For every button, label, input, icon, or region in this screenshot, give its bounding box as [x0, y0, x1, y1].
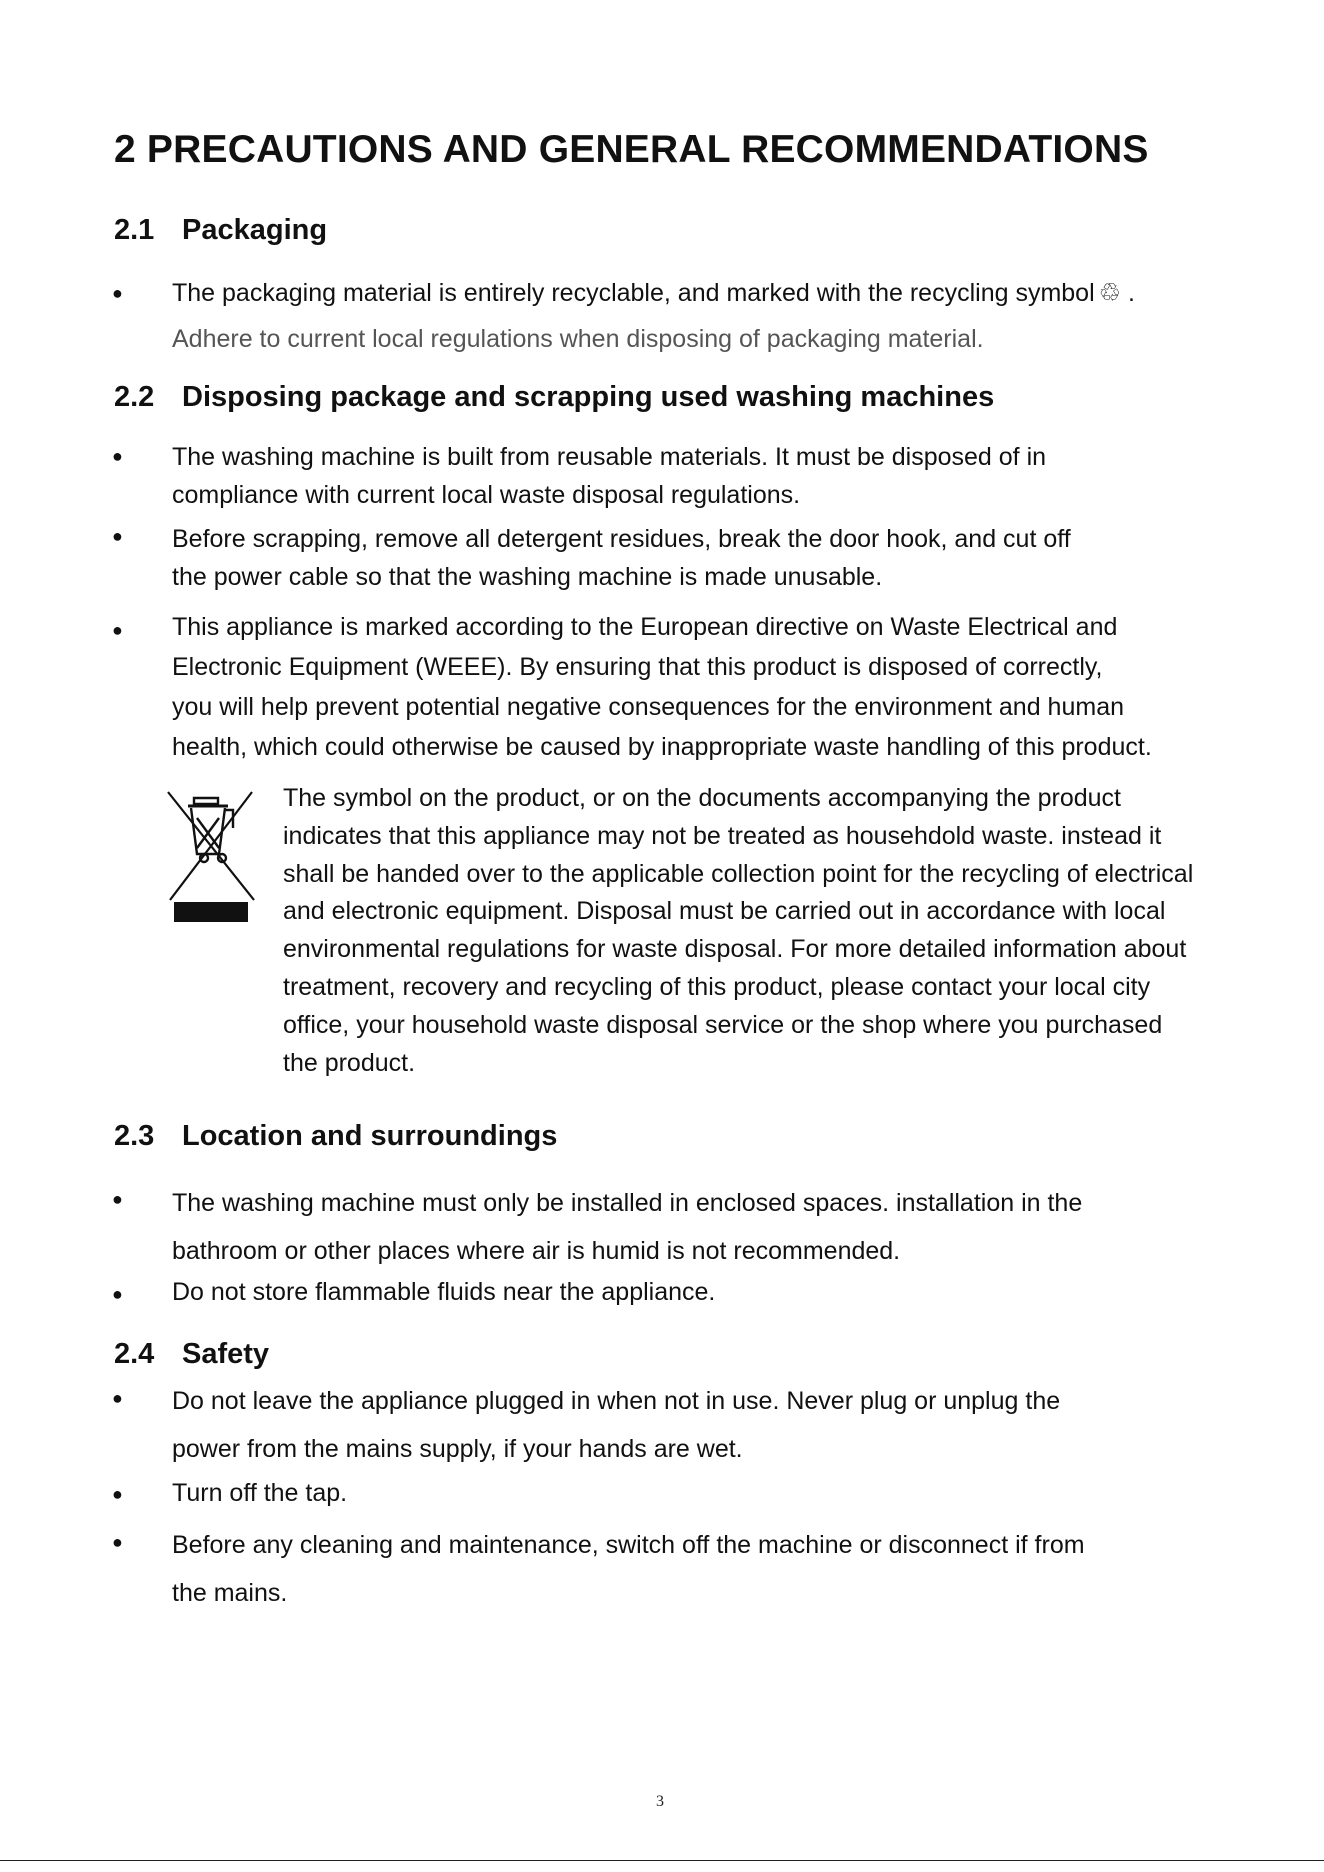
section-title: Disposing package and scrapping used washing machines	[182, 381, 995, 413]
bullet-icon: ●	[112, 1189, 123, 1209]
section-heading-location	[114, 1120, 557, 1153]
list-item-line: compliance with current local waste disposal regulations.	[172, 481, 801, 509]
list-item-line: the power cable so that the washing machine is made unusable.	[172, 563, 883, 591]
bullet-icon: ●	[112, 1284, 123, 1304]
list-item-line: you will help prevent potential negative consequences for the environment and human	[172, 693, 1125, 721]
weee-line: office, your household waste disposal service or the shop where you purchased	[283, 1010, 1163, 1039]
page-title: 2 PRECAUTIONS AND GENERAL RECOMMENDATIONS	[114, 128, 1149, 171]
packaging-note: Adhere to current local regulations when disposing of packaging material.	[172, 325, 984, 353]
list-item	[172, 274, 1135, 312]
weee-line: indicates that this appliance may not be treated as househdold waste. instead it	[283, 821, 1162, 850]
list-item-text-end: .	[1121, 279, 1135, 307]
section-number: 2.2	[114, 381, 155, 413]
list-item-line: power from the mains supply, if your hands are wet.	[172, 1435, 743, 1463]
list-item	[172, 1377, 1060, 1473]
bullet-icon: ●	[112, 446, 123, 466]
list-item-line: Turn off the tap.	[172, 1479, 348, 1507]
page-bottom-divider	[0, 1860, 1324, 1861]
weee-paragraph	[283, 780, 1193, 1082]
list-item-line: The washing machine is built from reusable materials. It must be disposed of in	[172, 443, 1047, 471]
section-title: Safety	[182, 1338, 270, 1370]
list-item-line: This appliance is marked according to the European directive on Waste Electrical and	[172, 613, 1118, 641]
list-item	[172, 607, 1152, 767]
bullet-icon: ●	[112, 1388, 123, 1408]
list-item-line: Do not store flammable fluids near the appliance.	[172, 1278, 716, 1306]
list-item	[172, 520, 1071, 596]
list-item	[172, 1179, 1082, 1275]
list-item-line: Before any cleaning and maintenance, switch off the machine or disconnect if from	[172, 1531, 1085, 1559]
section-number: 2.4	[114, 1338, 155, 1370]
bullet-icon: ●	[112, 1532, 123, 1552]
list-item	[172, 1273, 715, 1311]
list-item	[172, 1474, 347, 1512]
weee-line: environmental regulations for waste disposal. For more detailed information about	[283, 935, 1187, 964]
list-item-text: The packaging material is entirely recyclable, and marked with the recycling symbol	[172, 279, 1095, 307]
section-heading-safety	[114, 1338, 269, 1371]
bullet-icon: ●	[112, 283, 123, 303]
list-item-line: Electronic Equipment (WEEE). By ensuring that this product is disposed of correctly,	[172, 653, 1103, 681]
section-title: Location and surroundings	[182, 1120, 558, 1152]
list-item-line: health, which could otherwise be caused by inappropriate waste handling of this product.	[172, 733, 1152, 761]
section-number: 2.3	[114, 1120, 155, 1152]
weee-line: shall be handed over to the applicable collection point for the recycling of electrical	[283, 859, 1194, 888]
weee-line: the product.	[283, 1048, 416, 1077]
list-item-line: The washing machine must only be installed in enclosed spaces. installation in the	[172, 1189, 1083, 1217]
bullet-icon: ●	[112, 526, 123, 546]
weee-line: and electronic equipment. Disposal must be carried out in accordance with local	[283, 897, 1166, 926]
weee-line: The symbol on the product, or on the documents accompanying the product	[283, 784, 1121, 812]
list-item	[172, 438, 1046, 514]
weee-line: treatment, recovery and recycling of this product, please contact your local city	[283, 972, 1151, 1001]
list-item-line: the mains.	[172, 1579, 288, 1607]
bullet-icon: ●	[112, 1484, 123, 1504]
section-number: 2.1	[114, 214, 155, 246]
bullet-icon: ●	[112, 620, 123, 640]
section-heading-packaging	[114, 214, 327, 247]
section-heading-disposing	[114, 381, 994, 414]
crossed-out-wheelie-bin-icon	[164, 788, 260, 924]
page-number: 3	[656, 1793, 664, 1810]
list-item	[172, 1521, 1085, 1617]
section-title: Packaging	[182, 214, 328, 246]
recycling-symbol-icon: ♲	[1098, 279, 1122, 307]
list-item-line: Before scrapping, remove all detergent residues, break the door hook, and cut off	[172, 525, 1071, 553]
list-item-line: Do not leave the appliance plugged in when not in use. Never plug or unplug the	[172, 1387, 1061, 1415]
list-item-line: bathroom or other places where air is humid is not recommended.	[172, 1237, 901, 1265]
